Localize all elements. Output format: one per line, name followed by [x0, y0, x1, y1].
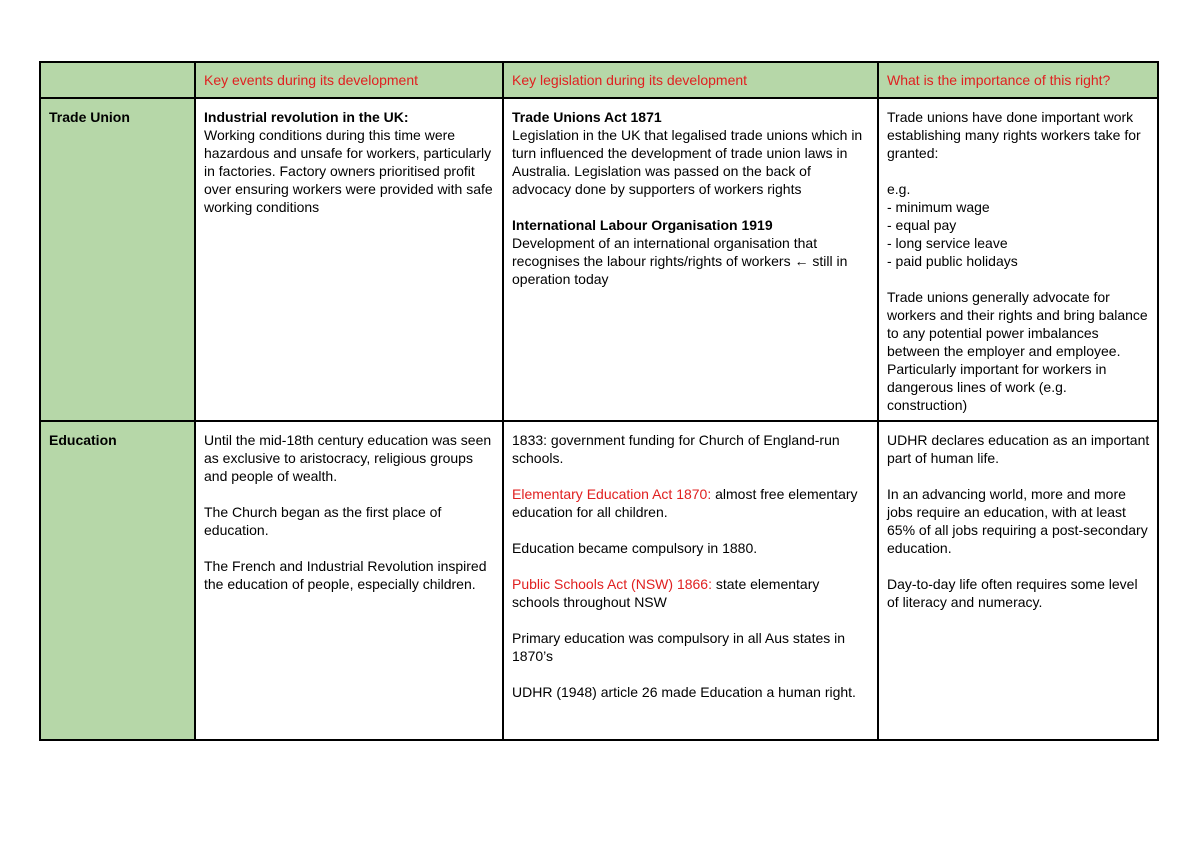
education-importance-cell: [878, 421, 1158, 740]
table-row-education: [40, 421, 1158, 740]
legislation-paragraph: Primary education was compulsory in all Aus states in 1870’s: [512, 630, 846, 664]
act-description: almost free elementary education for all children.: [512, 486, 858, 520]
list-item: - equal pay: [887, 217, 957, 233]
legislation-paragraph: [512, 485, 870, 521]
header-key-events: Key events during its development: [195, 62, 503, 98]
list-item: - long service leave: [887, 235, 1008, 251]
legislation-paragraph: 1833: government funding for Church of England-run schools.: [512, 432, 840, 466]
header-corner-cell: [40, 62, 195, 98]
legislation-paragraph: [512, 575, 870, 611]
events-paragraph: The French and Industrial Revolution inspired the education of people, especially children.: [204, 558, 487, 592]
events-heading: Industrial revolution in the UK:: [204, 109, 409, 125]
rights-table: [39, 61, 1159, 741]
importance-paragraph: Day-to-day life often requires some level of literacy and numeracy.: [887, 576, 1138, 610]
importance-intro: Trade unions have done important work establishing many rights workers take for granted:: [887, 109, 1141, 161]
importance-closing: Trade unions generally advocate for workers and their rights and bring balance to any potential power imbalances between the employer and employee. Particularly important for workers in dangerous lines of work (e.g. construction): [887, 289, 1148, 413]
education-legislation-cell: [503, 421, 878, 740]
legislation-paragraph: UDHR (1948) article 26 made Education a human right.: [512, 684, 856, 700]
legislation-text: Legislation in the UK that legalised trade unions which in turn influenced the development of trade union laws in Australia. Legislation was passed on the back of advocacy done by supporters of workers rights: [512, 127, 863, 197]
list-item: - paid public holidays: [887, 253, 1018, 269]
events-text: Working conditions during this time were hazardous and unsafe for workers, particularly in factories. Factory owners prioritised profit over ensuring workers were provided with safe working conditions: [204, 127, 493, 215]
act-description: state elementary schools throughout NSW: [512, 576, 820, 610]
trade-union-importance-cell: [878, 98, 1158, 421]
legislation-heading: International Labour Organisation 1919: [512, 217, 773, 233]
list-item: - minimum wage: [887, 199, 990, 215]
legislation-heading: Trade Unions Act 1871: [512, 109, 662, 125]
trade-union-events-cell: [195, 98, 503, 421]
table-row-trade-union: [40, 98, 1158, 421]
importance-paragraph: In an advancing world, more and more jobs require an education, with at least 65% of all jobs requiring a post-secondary education.: [887, 486, 1148, 556]
legislation-text: Development of an international organisation that recognises the labour rights/rights of workers ← still in operation today: [512, 235, 848, 287]
act-name-red: Public Schools Act (NSW) 1866:: [512, 576, 712, 592]
legislation-paragraph: Education became compulsory in 1880.: [512, 540, 758, 556]
importance-eg: e.g.: [887, 181, 911, 197]
trade-union-legislation-cell: [503, 98, 878, 421]
education-events-cell: [195, 421, 503, 740]
header-key-legislation: Key legislation during its development: [503, 62, 878, 98]
header-importance: What is the importance of this right?: [878, 62, 1158, 98]
header-row: [40, 62, 1158, 98]
importance-paragraph: UDHR declares education as an important part of human life.: [887, 432, 1150, 466]
events-paragraph: The Church began as the first place of education.: [204, 504, 442, 538]
row-label-trade-union: Trade Union: [40, 98, 195, 421]
act-name-red: Elementary Education Act 1870:: [512, 486, 712, 502]
events-paragraph: Until the mid-18th century education was seen as exclusive to aristocracy, religious groups and people of wealth.: [204, 432, 492, 484]
row-label-education: Education: [40, 421, 195, 740]
